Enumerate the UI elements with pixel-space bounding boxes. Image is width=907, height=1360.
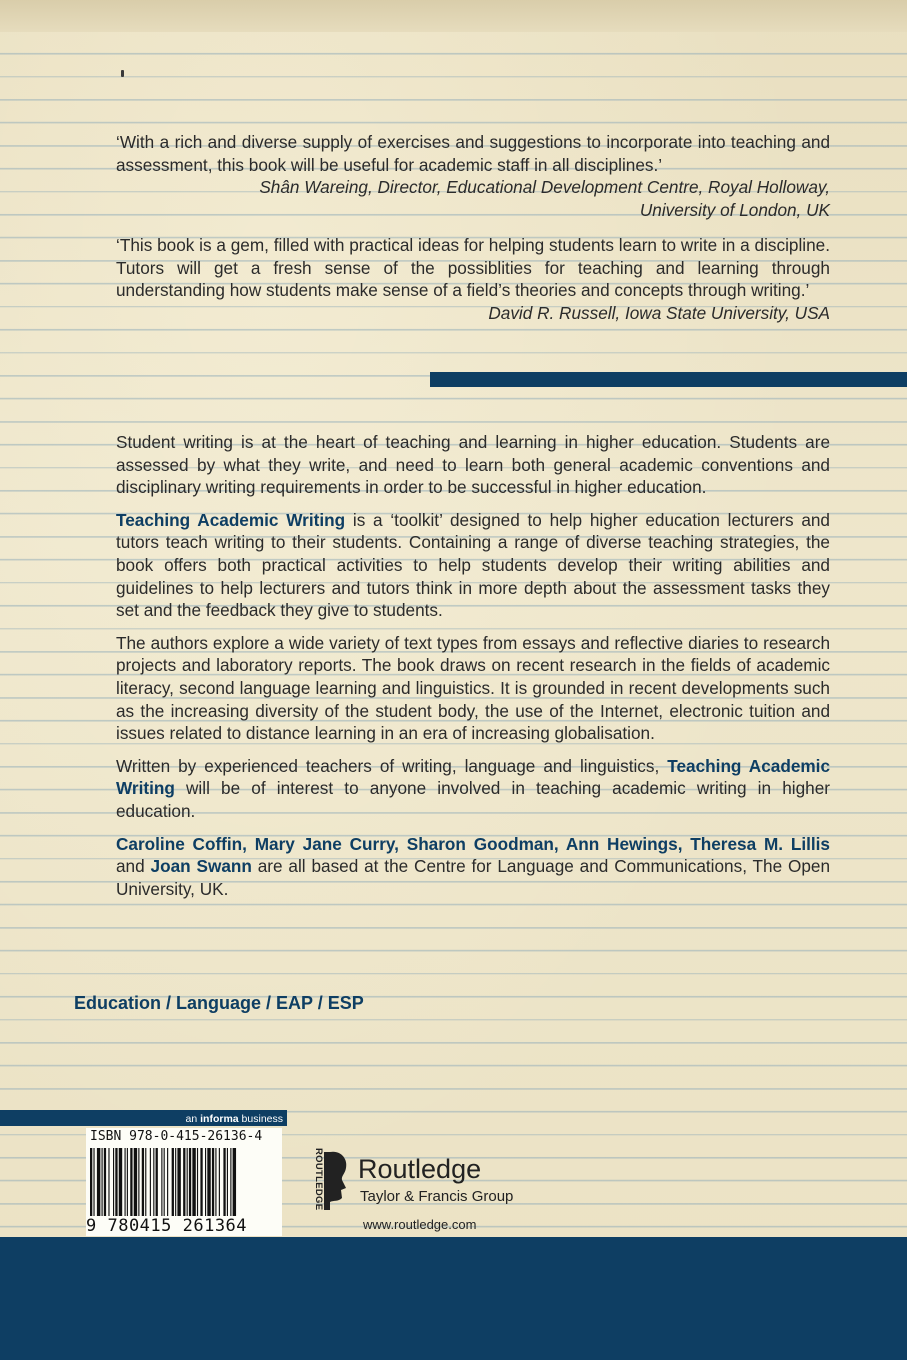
informa-brand: informa	[200, 1113, 239, 1125]
barcode-bars	[90, 1148, 278, 1216]
endorsement-2	[116, 234, 830, 324]
description-paragraph	[116, 755, 830, 823]
endorsement-quote: ‘This book is a gem, filled with practical ideas for helping students learn to write in a discipline. Tutors will get a fresh sense of the possiblities for teaching and learning through understanding how students make sense of a field’s theories and concepts through writing.’	[116, 235, 830, 301]
barcode-bar	[93, 1148, 94, 1216]
book-description	[116, 431, 830, 910]
isbn-label: ISBN 978-0-415-26136-4	[90, 1129, 263, 1144]
barcode-bar	[189, 1148, 191, 1216]
informa-banner	[0, 1112, 287, 1126]
barcode-bar	[102, 1148, 103, 1216]
barcode-bar	[205, 1148, 206, 1216]
barcode-bar	[97, 1148, 100, 1216]
description-text: are all based at the Centre for Language and Communications, The Open University, UK.	[116, 856, 831, 899]
endorsement-attribution: Shân Wareing, Director, Educational Development Centre, Royal Holloway,	[259, 177, 830, 198]
barcode-bar	[127, 1148, 128, 1216]
barcode-bar	[150, 1148, 151, 1216]
barcode-bar	[233, 1148, 236, 1216]
informa-suffix: business	[238, 1113, 283, 1125]
barcode-bar	[161, 1148, 162, 1216]
author-names: Joan Swann	[150, 856, 252, 877]
barcode-bar	[192, 1148, 195, 1216]
barcode-bar	[153, 1148, 154, 1216]
barcode-bar	[187, 1148, 188, 1216]
barcode-bar	[130, 1148, 132, 1216]
bottom-color-band	[0, 1237, 907, 1360]
barcode-bar	[134, 1148, 137, 1216]
endorsement-attribution: David R. Russell, Iowa State University, USA	[488, 302, 830, 323]
barcode-bar	[113, 1148, 114, 1216]
barcode-bar	[215, 1148, 216, 1216]
barcode-bar	[223, 1148, 225, 1216]
barcode-bar	[104, 1148, 106, 1216]
barcode-bar	[172, 1148, 174, 1216]
barcode-bar	[219, 1148, 220, 1216]
publisher-group: Taylor & Francis Group	[360, 1188, 514, 1205]
description-text: Written by experienced teachers of writing, language and linguistics,	[116, 755, 668, 776]
author-names: Caroline Coffin, Mary Jane Curry, Sharon Goodman, Ann Hewings, Theresa M. Lillis	[116, 833, 830, 854]
barcode-bar	[200, 1148, 202, 1216]
informa-prefix: an	[185, 1113, 201, 1125]
barcode-bar	[108, 1148, 109, 1216]
barcode-bar	[164, 1148, 165, 1216]
book-title-emphasis: Teaching Academic Writing	[116, 509, 346, 530]
description-paragraph: The authors explore a wide variety of text types from essays and reflective diaries to research projects and laboratory reports. The book draws on recent research in the fields of academic literacy, second language learning and linguistics. It is grounded in recent developments such as the increasing diversity of the student body, the use of the Internet, electronic tuition and issues related to distance learning in an era of increasing globalisation.	[116, 632, 830, 744]
divider-bar	[430, 372, 907, 387]
barcode-bar	[115, 1148, 117, 1216]
barcode-bar	[227, 1148, 228, 1216]
endorsement-1	[116, 131, 830, 221]
description-text: is a ‘toolkit’ designed to help higher education lecturers and tutors teach writing to their students. Containing a range of diverse teaching strategies, the book offers both practical activities to help students develop their writing abilities and guidelines to help lecturers and tutors think in more depth about the assessment tasks they set and the feedback they give to students.	[116, 509, 830, 621]
description-text: will be of interest to anyone involved in teaching academic writing in higher education.	[116, 778, 830, 821]
author-paragraph	[116, 833, 830, 901]
routledge-head-icon	[308, 1148, 354, 1210]
barcode-bar	[125, 1148, 126, 1216]
barcode-bar	[119, 1148, 122, 1216]
description-paragraph	[116, 509, 830, 622]
publisher-vertical-label: ROUTLEDGE	[313, 1148, 324, 1211]
barcode-bar	[145, 1148, 146, 1216]
barcode-bar	[175, 1148, 176, 1216]
barcode-bar	[138, 1148, 139, 1216]
barcode-bar	[197, 1148, 198, 1216]
barcode-bar	[183, 1148, 185, 1216]
barcode-bar	[142, 1148, 144, 1216]
endorsement-attribution: University of London, UK	[639, 199, 830, 220]
barcode-bar	[156, 1148, 158, 1216]
publisher-name: Routledge	[358, 1154, 482, 1184]
barcode-bar	[207, 1148, 210, 1216]
barcode-bar	[230, 1148, 231, 1216]
paper-top-edge	[0, 0, 907, 32]
endorsement-quote: ‘With a rich and diverse supply of exercises and suggestions to incorporate into teaching and assessment, this book will be useful for academic staff in all disciplines.’	[116, 132, 830, 175]
description-text: and	[116, 856, 151, 877]
book-title-emphasis: Teaching Academic Writing	[116, 755, 830, 799]
barcode-bar	[167, 1148, 168, 1216]
isbn-barcode	[86, 1128, 282, 1236]
barcode-digits: 9 780415 261364	[86, 1216, 248, 1236]
barcode-bar	[90, 1148, 92, 1216]
barcode-bar	[177, 1148, 180, 1216]
publisher-url[interactable]: www.routledge.com	[363, 1217, 477, 1232]
description-paragraph: Student writing is at the heart of teaching and learning in higher education. Students are assessed by what they write, and need to learn both general academic conventions and disciplinary writing requirements in order to be successful in higher education.	[116, 432, 830, 498]
paper-speck	[121, 70, 124, 77]
subject-categories: Education / Language / EAP / ESP	[74, 993, 364, 1013]
barcode-bar	[212, 1148, 214, 1216]
